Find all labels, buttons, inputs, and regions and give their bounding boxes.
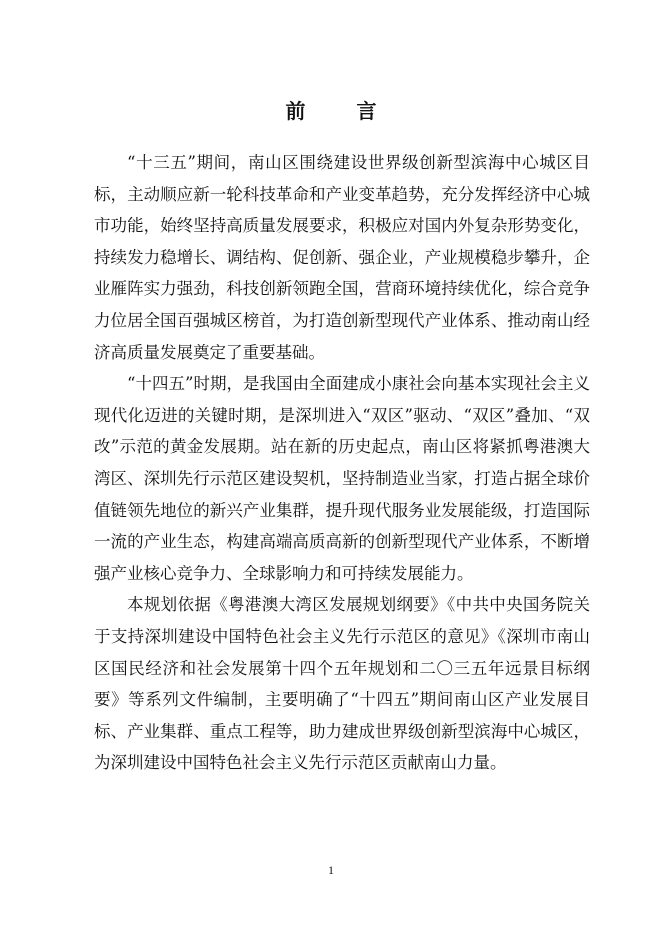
page-number: 1: [328, 863, 334, 877]
document-body: [94, 147, 590, 779]
paragraph-plan-basis: 本规划依据《粤港澳大湾区发展规划纲要》《中共中央国务院关于支持深圳建设中国特色社会主义先行示范区的意见》《深圳市南山区国民经济和社会发展第十四个五年规划和二〇三五年远景目标纲要》等系列文件编制，主要明确了“十四五”期间南山区产业发展目标、产业集群、重点工程等，助力建成世界级创新型滨海中心城区，为深圳建设中国特色社会主义先行示范区贡献南山力量。: [94, 595, 590, 773]
document-title: 前 言: [285, 99, 399, 123]
paragraph-13th-five-year: “十三五”期间，南山区围绕建设世界级创新型滨海中心城区目标，主动顺应新一轮科技革命和产业变革趋势，充分发挥经济中心城市功能，始终坚持高质量发展要求，积极应对国内外复杂形势变化，持续发力稳增长、调结构、促创新、强企业，产业规模稳步攀升，企业雁阵实力强劲，科技创新领跑全国，营商环境持续优化，综合竞争力位居全国百强城区榜首，为打造创新型现代产业体系、推动南山经济高质量发展奠定了重要基础。: [94, 153, 590, 362]
paragraph-14th-five-year: “十四五”时期，是我国由全面建成小康社会向基本实现社会主义现代化迈进的关键时期，是深圳进入“双区”驱动、“双区”叠加、“双改”示范的黄金发展期。站在新的历史起点，南山区将紧抓粤港澳大湾区、深圳先行示范区建设契机，坚持制造业当家，打造占据全球价值链领先地位的新兴产业集群，提升现代服务业发展能级，打造国际一流的产业生态，构建高端高质高新的创新型现代产业体系，不断增强产业核心竞争力、全球影响力和可持续发展能力。: [94, 374, 590, 583]
